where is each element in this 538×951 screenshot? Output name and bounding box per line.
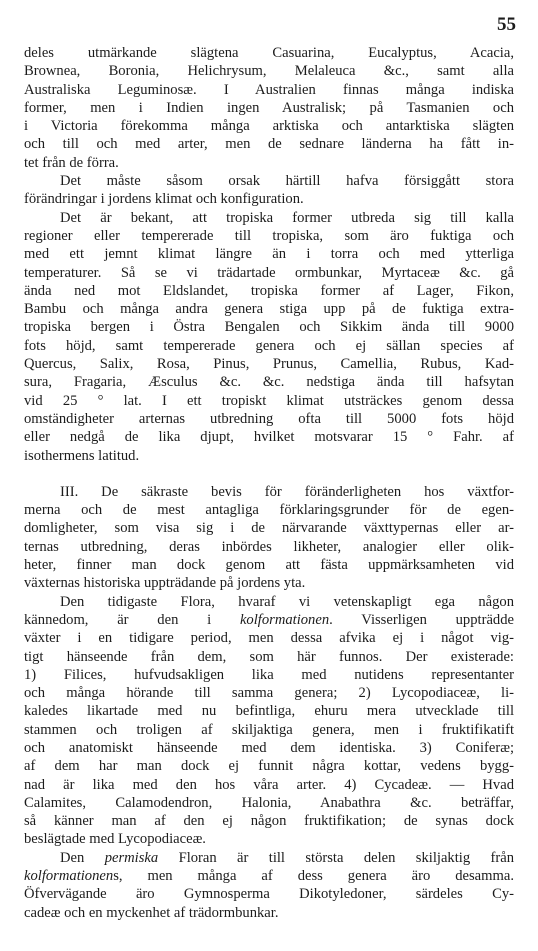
italic-term: kolformationen <box>239 611 330 628</box>
text-line: och till och med arter, men de sednare länderna ha fått in- <box>24 136 514 153</box>
page-number: 55 <box>497 14 516 35</box>
text-line: Quercus, Salix, Rosa, Pinus, Prunus, Camellia, Rubus, Kad- <box>24 356 514 373</box>
text-line: kännedom, är den i kolformationen. Visserligen uppträdde <box>24 611 514 628</box>
paragraph-climate-changes <box>24 172 514 209</box>
text-line: former, men i Indien ingen Australisk; på Tasmanien och <box>24 99 514 116</box>
text-line: Calamites, Calamodendron, Halonia, Anabathra &c. beträffar, <box>24 794 514 811</box>
text-line: tigt hänseende från dem, som här funnos. Der existerade: <box>24 648 514 665</box>
text-line: eller nedgå de lika djupt, hvilket motsvarar 15 ° Fahr. af <box>24 429 514 446</box>
body-text <box>24 44 514 922</box>
text-line: domligheter, som visa sig i de närvarande växttypernas eller ar- <box>24 520 514 537</box>
paragraph-continuation <box>24 44 514 172</box>
text-line: växternas historiska uppträdande på jordens yta. <box>24 575 306 592</box>
text-line: med ett jemnt klimat längre än i torra och med ytterliga <box>24 246 514 263</box>
text-line: sura, Fragaria, Æsculus &c. &c. nedstiga ända till hafsytan <box>24 374 514 391</box>
text-line: kaledes likartade med nu befintliga, ehuru mera utvecklade till <box>24 703 514 720</box>
text-line: cadeæ och en myckenhet af trädormbunkar. <box>24 904 279 921</box>
text-line: heter, finner man dock genom att fästa uppmärksamheten vid <box>24 557 514 574</box>
text-line: temperaturer. Så se vi trädartade ormbunkar, Myrtaceæ &c. gå <box>24 264 514 281</box>
text-line: regioner eller tempererade till tropiska, som äro fuktiga och <box>24 227 514 244</box>
text-line: stammen och troligen af skiljaktiga genera, men i fruktifikatift <box>24 721 514 738</box>
text-line: förändringar i jordens klimat och konfiguration. <box>24 191 304 208</box>
text-line: Den tidigaste Flora, hvaraf vi vetenskapligt ega någon <box>60 593 514 610</box>
text-line: Det måste såsom orsak härtill hafva försiggått stora <box>60 173 514 190</box>
text-line: Den permiska Floran är till största delen skiljaktig från <box>60 849 514 866</box>
text-line: så känner man af den ej någon fruktifikation; de synas dock <box>24 813 514 830</box>
text-line: fots höjd, samt tempererade genera och ej sällan species af <box>24 337 514 354</box>
italic-term: kolformationen <box>24 868 114 885</box>
text-line: och anatomiskt hänseende med dem identiska. 3) Coniferæ; <box>24 739 514 756</box>
text-line: tet från de förra. <box>24 154 119 171</box>
paragraph-carboniferous-flora <box>24 593 514 849</box>
text-line: tropiska bergen i Östra Bengalen och Sikkim ända till 9000 <box>24 319 514 336</box>
text-line: omständigheter arternas utbredning ofta till 5000 fots höjd <box>24 410 514 427</box>
text-line: 1) Filices, hufvudsakligen lika med nutidens representanter <box>24 666 514 683</box>
text-line: vid 25 ° lat. I ett tropiskt klimat utsträckes genom dessa <box>24 392 514 409</box>
text-line: Bambu och många andra genera stiga upp på de fuktiga extra- <box>24 301 514 318</box>
text-line: ternas utbredning, deras inbördes likheter, analogier eller olik- <box>24 538 514 555</box>
text-line: merna och de mest antagliga förklaringsgrunder för de egen- <box>24 502 514 519</box>
text-line: isothermens latitud. <box>24 447 140 464</box>
text-line: kolformationens, men många af dess genera äro desamma. <box>24 868 514 885</box>
text-line: Brownea, Boronia, Helichrysum, Melaleuca &c., samt alla <box>24 63 514 80</box>
text-line: Öfvervägande äro Gymnosperma Dikotyledoner, särdeles Cy- <box>24 886 514 903</box>
text-line: i Victoria förekomma många arktiska och antarktiska slägten <box>24 118 514 135</box>
text-line: Australiska Leguminosæ. I Australien finnas många indiska <box>24 81 514 98</box>
section-gap <box>24 465 514 483</box>
paragraph-permian-flora <box>24 849 514 922</box>
text-line: Det är bekant, att tropiska former utbreda sig till kalla <box>60 209 514 226</box>
text-line: af dem har man dock ej funnit några kottar, vedens bygg- <box>24 758 514 775</box>
text-line: III. De säkraste bevis för föränderligheten hos växtfor- <box>60 483 514 500</box>
text-line: deles utmärkande slägtena Casuarina, Eucalyptus, Acacia, <box>24 45 514 61</box>
text-line: nad är lika med den hos våra arter. 4) Cycadeæ. — Hvad <box>24 776 514 793</box>
text-line: beslägtade med Lycopodiaceæ. <box>24 831 206 848</box>
italic-term: permiska <box>104 849 159 866</box>
text-line: växter i en tidigare period, men dessa afvika ej i något vig- <box>24 630 514 647</box>
text-line: ända ned mot Eldslandet, tropiska former af Lager, Fikon, <box>24 282 514 299</box>
paragraph-tropical-forms <box>24 209 514 465</box>
paragraph-section-three <box>24 483 514 593</box>
text-line: och många hörande till samma genera; 2) Lycopodiaceæ, li- <box>24 685 514 702</box>
